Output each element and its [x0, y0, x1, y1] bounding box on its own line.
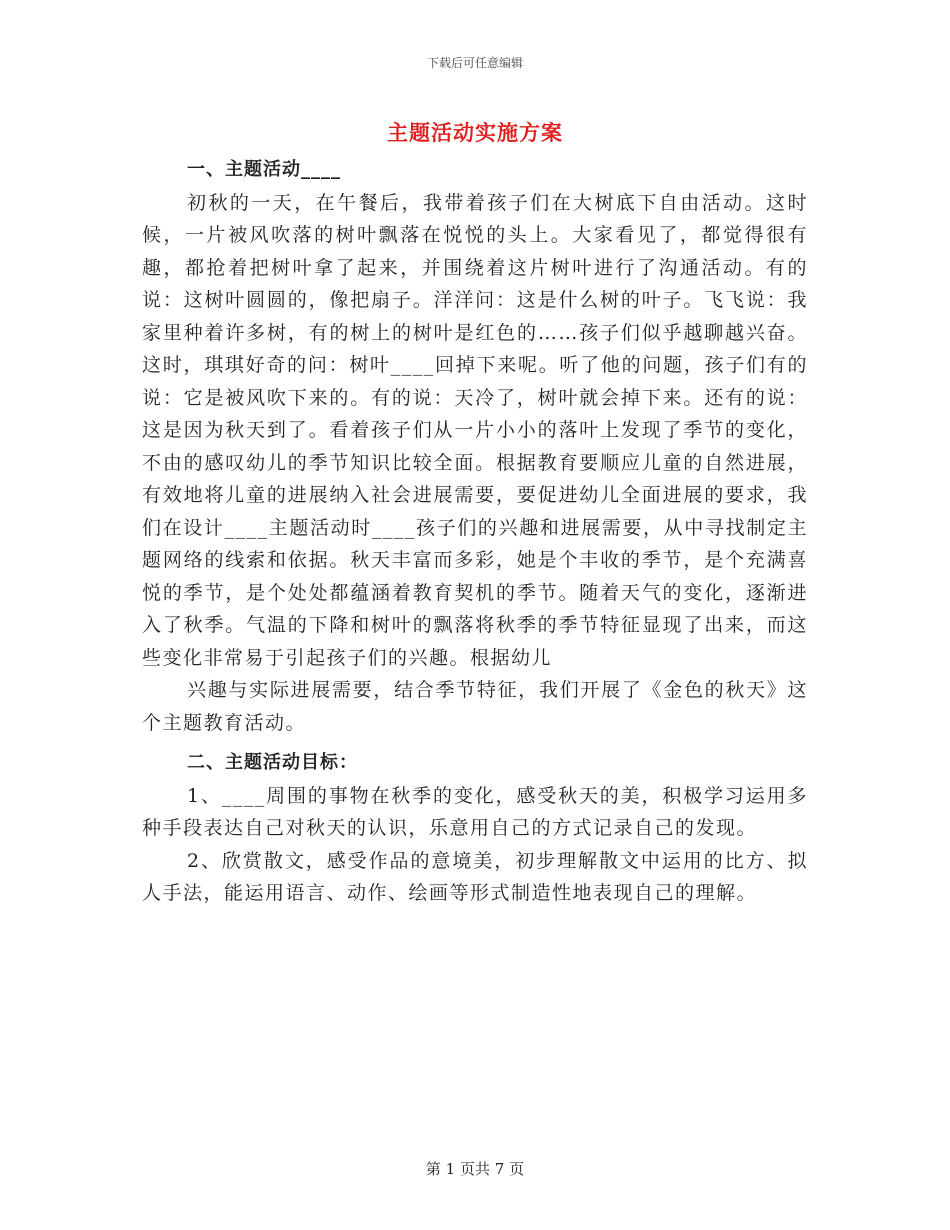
document-title: 主题活动实施方案 — [387, 121, 563, 145]
paragraph-background: 初秋的一天，在午餐后，我带着孩子们在大树底下自由活动。这时候，一片被风吹落的树叶飘落在悦悦的头上。大家看见了，都觉得很有趣，都抢着把树叶拿了起来，并围绕着这片树叶进行了沟通活动。有的说：这树叶圆圆的，像把扇子。洋洋问：这是什么树的叶子。飞飞说：我家里种着许多树，有的树上的树叶是红色的……孩子们似乎越聊越兴奋。这时，琪琪好奇的问：树叶____回掉下来呢。听了他的问题，孩子们有的说：它是被风吹下来的。有的说：天冷了，树叶就会掉下来。还有的说：这是因为秋天到了。看着孩子们从一片小小的落叶上发现了季节的变化，不由的感叹幼儿的季节知识比较全面。根据教育要顺应儿童的自然进展，有效地将儿童的进展纳入社会进展需要，要促进幼儿全面进展的要求，我们在设计____主题活动时____孩子们的兴趣和进展需要，从中寻找制定主题网络的线索和依据。秋天丰富而多彩，她是个丰收的季节，是个充满喜悦的季节，是个处处都蕴涵着教育契机的季节。随着天气的变化，逐渐进入了秋季。气温的下降和树叶的飘落将秋季的季节特征显现了出来，而这些变化非常易于引起孩子们的兴趣。根据幼儿 — [142, 191, 808, 669]
section-heading-theme-activity: 一、主题活动____ — [187, 159, 341, 180]
page-header: 下载后可任意编辑 — [426, 56, 523, 70]
goal-item-2: 2、欣赏散文，感受作品的意境美，初步理解散文中运用的比方、拟人手法，能运用语言、动作、绘画等形式制造性地表现自己的理解。 — [142, 849, 808, 904]
page-number-footer: 第 1 页共 7 页 — [425, 1160, 525, 1178]
section-heading-goals: 二、主题活动目标： — [187, 752, 358, 773]
paragraph-background-continued: 兴趣与实际进展需要，结合季节特征，我们开展了《金色的秋天》这个主题教育活动。 — [142, 679, 808, 734]
document-body — [142, 154, 808, 910]
goal-item-1: 1、____周围的事物在秋季的变化，感受秋天的美，积极学习运用多种手段表达自己对秋天的认识，乐意用自己的方式记录自己的发现。 — [142, 784, 808, 839]
